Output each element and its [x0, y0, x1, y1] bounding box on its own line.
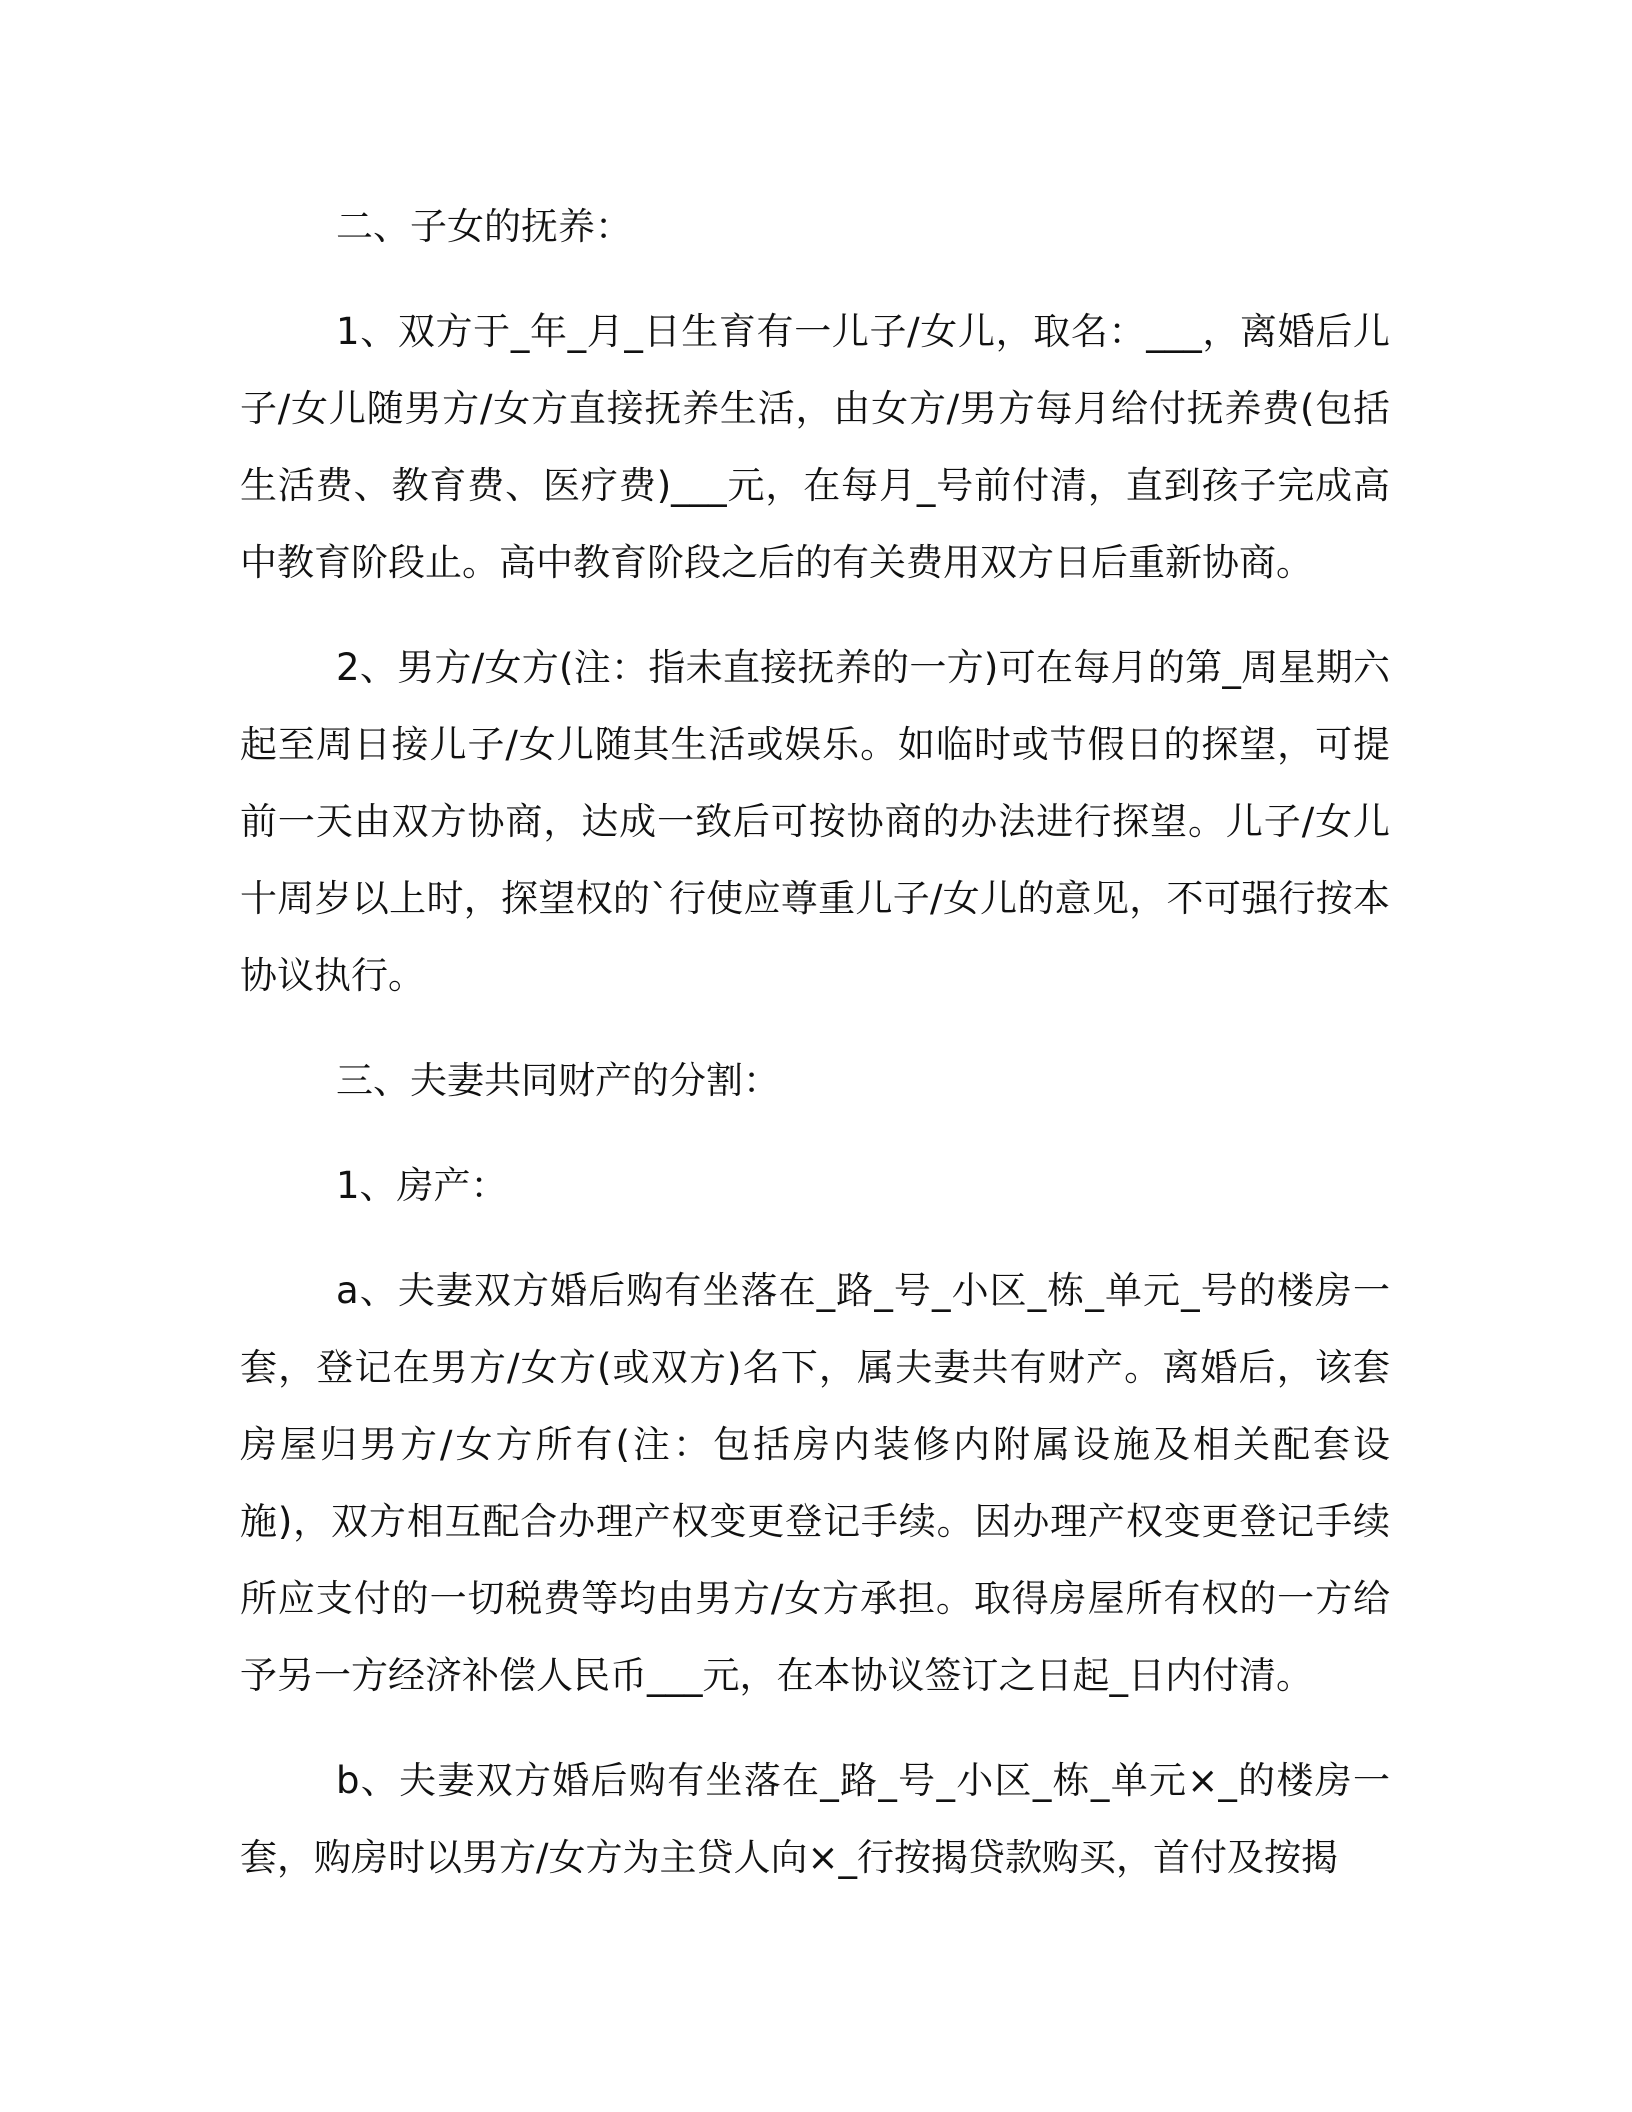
paragraph-property-a: a、夫妻双方婚后购有坐落在_路_号_小区_栋_单元_号的楼房一套，登记在男方/女方(或双方)名下，属夫妻共有财产。离婚后，该套房屋归男方/女方所有(注：包括房内装修内附属设施及相关配套设施)，双方相互配合办理产权变更登记手续。因办理产权变更登记手续所应支付的一切税费等均由男方/女方承担。取得房屋所有权的一方给予另一方经济补偿人民币___元，在本协议签订之日起_日内付清。	[240, 1269, 1391, 1697]
paragraph-visitation-rights: 2、男方/女方(注：指未直接抚养的一方)可在每月的第_周星期六起至周日接儿子/女儿随其生活或娱乐。如临时或节假日的探望，可提前一天由双方协商，达成一致后可按协商的办法进行探望。儿子/女儿十周岁以上时，探望权的`行使应尊重儿子/女儿的意见，不可强行按本协议执行。	[240, 646, 1390, 997]
paragraph-property-b: b、夫妻双方婚后购有坐落在_路_号_小区_栋_单元×_的楼房一套，购房时以男方/女方为主贷人向×_行按揭贷款购买，首付及按揭	[240, 1759, 1390, 1879]
document-body	[240, 188, 1390, 1924]
section-heading-child-custody: 二、子女的抚养：	[336, 205, 632, 248]
section-heading-property-division: 三、夫妻共同财产的分割：	[336, 1059, 780, 1102]
paragraph-child-support: 1、双方于_年_月_日生育有一儿子/女儿，取名：___，离婚后儿子/女儿随男方/女方直接抚养生活，由女方/男方每月给付抚养费(包括生活费、教育费、医疗费)___元，在每月_号前付清，直到孩子完成高中教育阶段止。高中教育阶段之后的有关费用双方日后重新协商。	[240, 310, 1390, 584]
subheading-real-estate: 1、房产：	[336, 1164, 508, 1207]
